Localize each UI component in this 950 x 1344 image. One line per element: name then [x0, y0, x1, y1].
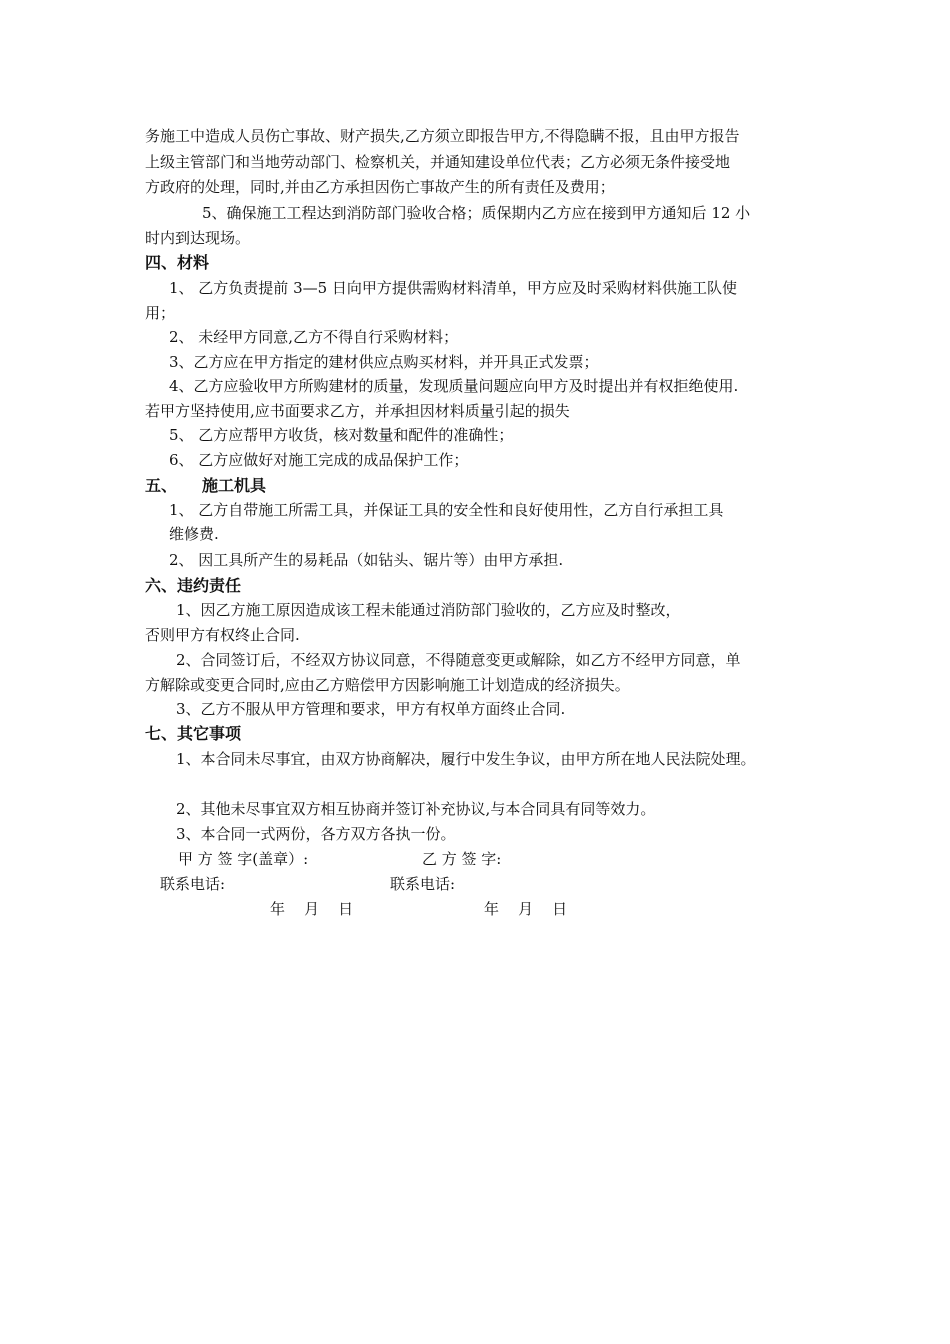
- section-4-item-4-line-2: 若甲方坚持使用,应书面要求乙方，并承担因材料质量引起的损失: [145, 402, 570, 420]
- section-4-item-5: 5、 乙方应帮甲方收货，核对数量和配件的准确性；: [169, 426, 514, 444]
- party-a-phone-label: 联系电话:: [160, 875, 226, 893]
- party-b-signature-label: 乙 方 签 字:: [422, 850, 502, 868]
- section-4-item-3: 3、乙方应在甲方指定的建材供应点购买材料，并开具正式发票；: [169, 353, 599, 371]
- section-6-item-3: 3、乙方不服从甲方管理和要求，甲方有权单方面终止合同.: [176, 700, 566, 718]
- section-4-item-6: 6、 乙方应做好对施工完成的成品保护工作；: [169, 451, 469, 469]
- intro-line-1: 务施工中造成人员伤亡事故、财产损失,乙方须立即报告甲方,不得隐瞒不报，且由甲方报告: [145, 127, 740, 145]
- section-5-heading-number: 五、: [145, 476, 178, 495]
- section-6-item-1-line-2: 否则甲方有权终止合同.: [145, 626, 300, 644]
- section-5-item-1-line-2: 维修费.: [169, 525, 219, 543]
- party-a-date: 年 月 日: [270, 900, 354, 918]
- section-4-heading: 四、材料: [145, 253, 210, 272]
- intro-item-5-line-1: 5、确保施工工程达到消防部门验收合格；质保期内乙方应在接到甲方通知后 12 小: [202, 204, 751, 222]
- section-6-item-2-line-1: 2、合同签订后，不经双方协议同意，不得随意变更或解除，如乙方不经甲方同意，单: [176, 651, 741, 669]
- intro-line-3: 方政府的处理，同时,并由乙方承担因伤亡事故产生的所有责任及费用；: [145, 178, 615, 196]
- section-4-item-1-line-1: 1、 乙方负责提前 3—5 日向甲方提供需购材料清单，甲方应及时采购材料供施工队使: [169, 279, 737, 297]
- section-7-heading: 七、其它事项: [145, 724, 242, 743]
- intro-line-2: 上级主管部门和当地劳动部门、检察机关，并通知建设单位代表；乙方必须无条件接受地: [145, 153, 731, 171]
- section-4-item-4-line-1: 4、乙方应验收甲方所购建材的质量，发现质量问题应向甲方及时提出并有权拒绝使用.: [169, 377, 739, 395]
- section-6-heading: 六、违约责任: [145, 576, 242, 595]
- section-4-item-2: 2、 未经甲方同意,乙方不得自行采购材料；: [169, 328, 459, 346]
- intro-item-5-line-2: 时内到达现场。: [145, 229, 251, 247]
- section-5-item-2: 2、 因工具所产生的易耗品（如钻头、锯片等）由甲方承担.: [169, 551, 564, 569]
- section-5-heading-text: 施工机具: [202, 476, 267, 495]
- party-b-phone-label: 联系电话:: [390, 875, 456, 893]
- section-4-item-1-line-2: 用；: [145, 304, 176, 322]
- party-a-signature-label: 甲 方 签 字(盖章）:: [178, 850, 309, 868]
- section-5-item-1-line-1: 1、 乙方自带施工所需工具，并保证工具的安全性和良好使用性，乙方自行承担工具: [169, 501, 724, 519]
- section-7-item-1: 1、本合同未尽事宜，由双方协商解决，履行中发生争议，由甲方所在地人民法院处理。: [176, 750, 756, 768]
- section-7-item-3: 3、本合同一式两份，各方双方各执一份。: [176, 825, 456, 843]
- section-6-item-2-line-2: 方解除或变更合同时,应由乙方赔偿甲方因影响施工计划造成的经济损失。: [145, 676, 630, 694]
- section-7-item-2: 2、其他未尽事宜双方相互协商并签订补充协议,与本合同具有同等效力。: [176, 800, 656, 818]
- section-6-item-1-line-1: 1、因乙方施工原因造成该工程未能通过消防部门验收的，乙方应及时整改，: [176, 601, 681, 619]
- party-b-date: 年 月 日: [484, 900, 568, 918]
